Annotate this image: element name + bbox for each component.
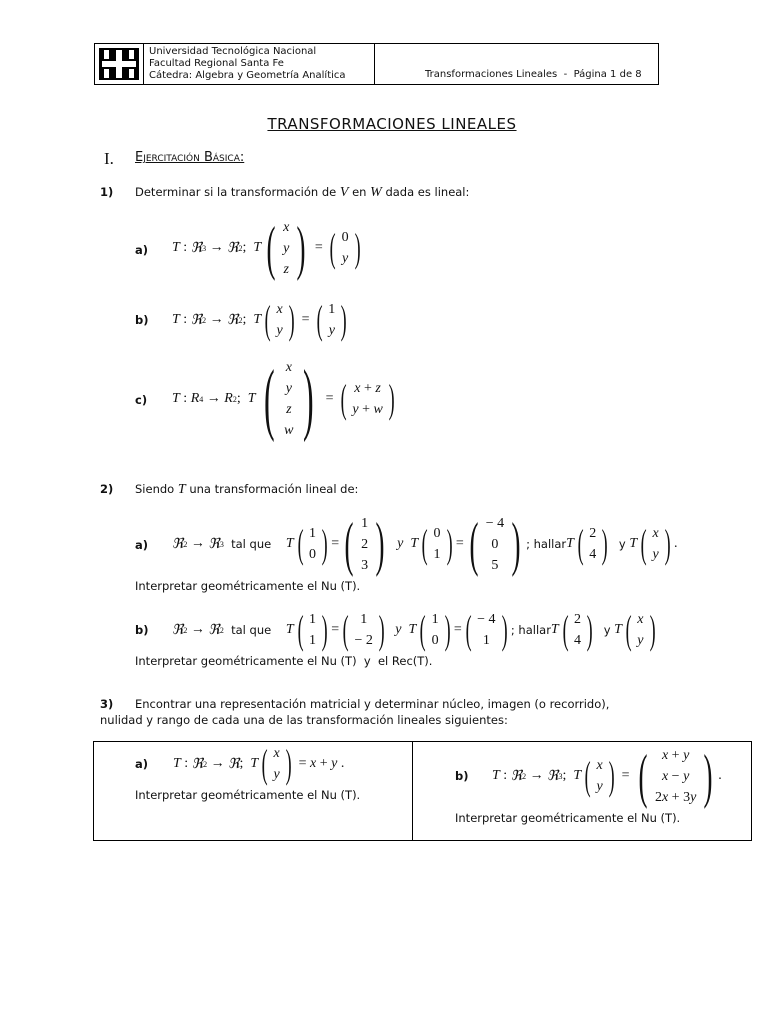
- header-line-chair: Cátedra: Algebra y Geometría Analítica: [149, 70, 346, 81]
- ex1-c-formula: T : R 4 → R 2 ; T ( x y z w ) = ( x + z y + w ): [172, 355, 395, 443]
- ex2-a-y: y: [397, 536, 404, 551]
- ex3-b-formula: T : ℜ 2 → ℜ 3 ; T ( x y ) = ( x + y x − y 2x + 3y ) .: [492, 743, 722, 809]
- ex2-a-formula: ℜ 2 → ℜ 3 tal que T ( 1 0 ) = ( 1 2 3 ) y T ( 0 1 ) = ( − 4 0 5 ) ; hallar T ( 2 4 ) y T ( x y ) .: [172, 511, 678, 577]
- section-title: Ejercitación Básica:: [135, 150, 245, 165]
- ex2-t: T: [177, 482, 186, 497]
- ex3-table-divider: [412, 742, 413, 840]
- ex3-b-interpret: Interpretar geométricamente el Nu (T).: [455, 811, 681, 825]
- ex2-b-formula: ℜ 2 → ℜ 2 tal que T ( 1 1 ) = ( 1 − 2 ) y T ( 1 0 ) = ( − 4 1 ) ; hallar T ( 2 4 ) y T ( x y ): [172, 607, 656, 652]
- ex3-a-label: a): [135, 757, 149, 771]
- ex2-b-interpret: Interpretar geométricamente el Nu (T) y el Rec(T).: [135, 654, 433, 668]
- ex1-b-label: b): [135, 313, 149, 327]
- header-divider: [374, 44, 375, 84]
- ex3-line1: Encontrar una representación matricial y determinar núcleo, imagen (o recorrido),: [135, 697, 610, 711]
- header-line-university: Universidad Tecnológica Nacional: [149, 46, 317, 57]
- ex2-a-hallar: ; hallar: [526, 537, 567, 551]
- ex2-a-y2: y: [618, 537, 626, 551]
- ex1-a-label: a): [135, 243, 149, 257]
- ex1-text-a: Determinar si la transformación de: [135, 185, 337, 199]
- ex3-number: 3): [100, 697, 114, 711]
- header-line-faculty: Facultad Regional Santa Fe: [149, 58, 284, 69]
- ex3-table: [93, 741, 752, 841]
- document-title: TRANSFORMACIONES LINEALES: [267, 115, 517, 133]
- ex3-a-formula: T : ℜ 2 → ℜ ; T ( x y ) = x + y .: [173, 741, 345, 786]
- ex2-a-label: a): [135, 538, 149, 552]
- ex2-a-interpret: Interpretar geométricamente el Nu (T).: [135, 579, 361, 593]
- ex2-text2: una transformación lineal de:: [189, 482, 359, 496]
- ex2-statement: [135, 482, 358, 498]
- header-page-info: Transformaciones Lineales - Página 1 de 8: [425, 69, 642, 80]
- university-logo: [95, 44, 143, 84]
- ex2-text: Siendo: [135, 482, 175, 496]
- header-box: [94, 43, 659, 85]
- ex2-b-hallar: ; hallar: [510, 623, 551, 637]
- ex1-w: W: [370, 185, 382, 200]
- ex1-v: V: [339, 185, 349, 200]
- ex1-en: en: [352, 185, 367, 199]
- ex2-b-y: y: [395, 622, 402, 637]
- ex1-c-label: c): [135, 393, 148, 407]
- ex2-b-label: b): [135, 623, 149, 637]
- ex2-number: 2): [100, 482, 114, 496]
- ex2-b-tal-que: tal que: [231, 623, 272, 637]
- ex1-a-formula: T : ℜ 3 → ℜ 2 ; T ( x y z ) = ( 0 y ): [172, 215, 361, 281]
- ex3-b-label: b): [455, 769, 469, 783]
- ex3-a-interpret: Interpretar geométricamente el Nu (T).: [135, 788, 361, 802]
- logo-cell: [95, 44, 144, 84]
- header-info-cell: [149, 46, 375, 82]
- ex3-line2: nulidad y rango de cada una de las transformación lineales siguientes:: [100, 713, 508, 727]
- ex1-statement: [135, 185, 469, 201]
- ex2-a-tal-que: tal que: [231, 537, 272, 551]
- ex1-number: 1): [100, 185, 114, 199]
- ex1-b-formula: T : ℜ 2 → ℜ 2 ; T ( x y ) = ( 1 y ): [172, 297, 347, 342]
- ex1-text-b: dada es lineal:: [385, 185, 470, 199]
- section-number: I.: [104, 149, 114, 168]
- ex2-b-y2: y: [603, 623, 611, 637]
